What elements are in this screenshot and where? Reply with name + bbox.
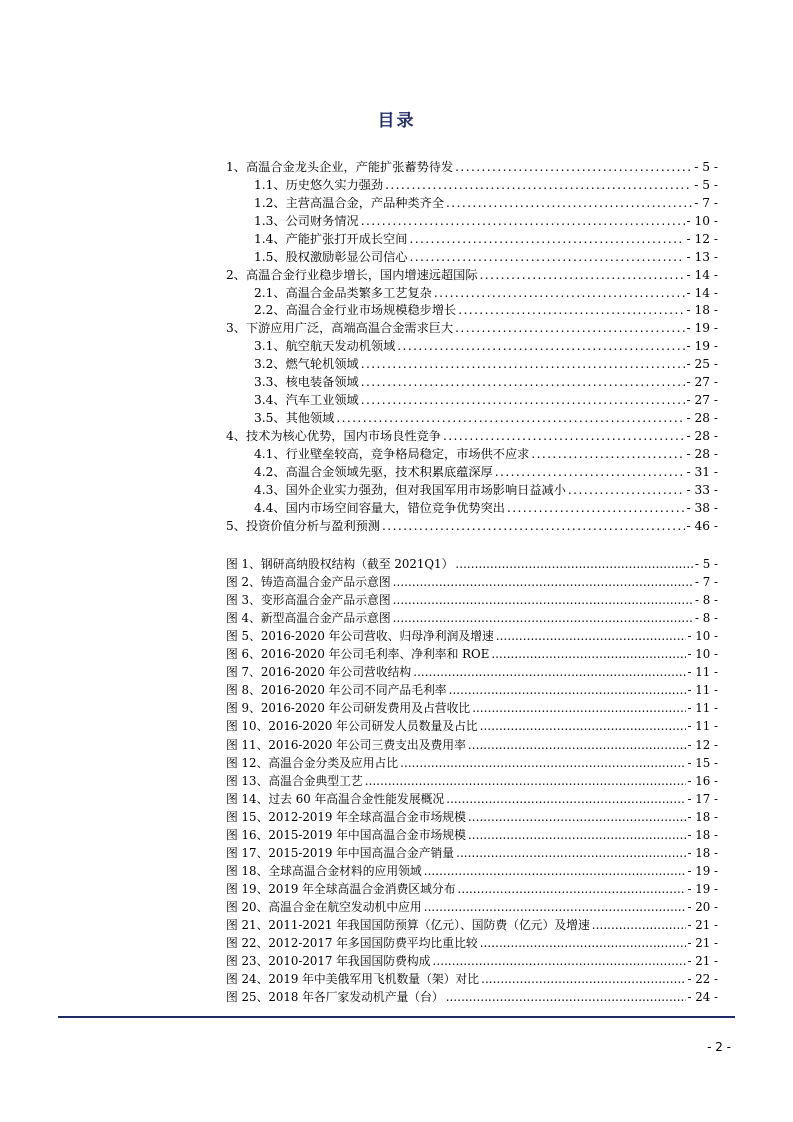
toc-entry-label: 1.3、公司财务情况 [254, 213, 359, 228]
toc-entry[interactable] [226, 176, 718, 194]
toc-entry-label: 3.4、汽车工业领域 [254, 393, 359, 408]
figure-entry-page: - 11 - [687, 701, 718, 716]
figure-entry-label: 图 8、2016-2020 年公司不同产品毛利率 [226, 683, 447, 698]
figure-entry[interactable] [226, 754, 718, 772]
toc-entry-page: - 5 - [694, 177, 718, 192]
footer-divider [58, 1016, 735, 1018]
page-title: 目录 [377, 111, 416, 131]
toc-entry[interactable] [226, 409, 718, 427]
toc-entry[interactable] [226, 212, 718, 230]
leader-dots [424, 899, 686, 916]
toc-entry[interactable] [226, 391, 718, 409]
figure-entry[interactable] [226, 609, 718, 627]
figure-entry[interactable] [226, 826, 718, 844]
toc-entry-label: 1.5、股权激励彰显公司信心 [254, 249, 408, 264]
figure-entry[interactable] [226, 591, 718, 609]
figure-entry-label: 图 17、2015-2019 年中国高温合金产销量 [226, 845, 455, 860]
figure-entry-page: - 21 - [687, 917, 718, 932]
leader-dots [480, 935, 686, 952]
page-number: - 2 - [707, 1040, 731, 1054]
figure-entry-page: - 21 - [687, 954, 718, 969]
leader-dots [468, 737, 686, 754]
figure-entry-label: 图 24、2019 年中美俄军用飞机数量（架）对比 [226, 972, 480, 987]
toc-entry-page: - 13 - [686, 249, 718, 264]
list-of-figures [226, 555, 718, 1006]
toc-entry[interactable] [226, 194, 718, 212]
figure-entry-label: 图 1、钢研高纳股权结构（截至 2021Q1） [226, 557, 454, 572]
toc-entry[interactable] [226, 230, 718, 248]
leader-dots [409, 231, 684, 248]
toc-entry-page: - 33 - [686, 482, 718, 497]
figure-entry-page: - 16 - [687, 773, 718, 788]
toc-entry-page: - 46 - [686, 518, 718, 533]
leader-dots [365, 773, 686, 790]
figure-entry[interactable] [226, 645, 718, 663]
toc-entry-label: 2.2、高温合金行业市场规模稳步增长 [254, 303, 457, 318]
figure-entry-label: 图 25、2018 年各厂家发动机产量（台） [226, 990, 444, 1005]
figure-entry[interactable] [226, 898, 718, 916]
figure-entry-page: - 15 - [687, 755, 718, 770]
toc-entry[interactable] [226, 302, 718, 320]
toc-entry-page: - 31 - [686, 464, 718, 479]
leader-dots [393, 610, 693, 627]
toc-entry-label: 3.5、其他领域 [254, 411, 335, 426]
leader-dots [361, 356, 685, 373]
toc-entry-label: 4、技术为核心优势，国内市场良性竞争 [226, 429, 441, 443]
leader-dots [409, 249, 684, 266]
figure-entry-page: - 5 - [695, 557, 718, 572]
toc-entry-page: - 25 - [686, 357, 718, 372]
toc-entry[interactable] [226, 355, 718, 373]
figure-entry-label: 图 7、2016-2020 年公司营收结构 [226, 665, 412, 680]
figure-entry-page: - 11 - [687, 719, 718, 734]
toc-entry[interactable] [226, 319, 718, 337]
figure-entry-label: 图 22、2012-2017 年多国国防费平均比重比较 [226, 936, 478, 951]
leader-dots [491, 646, 685, 663]
toc-entry-label: 5、投资价值分析与盈利预测 [226, 518, 381, 533]
leader-dots [472, 700, 685, 717]
leader-dots [336, 410, 684, 427]
figure-entry[interactable] [226, 862, 718, 880]
toc-entry-label: 2、高温合金行业稳步增长，国内增速远超国际 [226, 267, 478, 282]
toc-entry[interactable] [226, 373, 718, 391]
figure-entry[interactable] [226, 916, 718, 934]
toc-entry[interactable] [226, 463, 718, 481]
leader-dots [446, 195, 692, 212]
figure-entry-page: - 19 - [687, 863, 718, 878]
toc-entry-label: 3.2、燃气轮机领域 [254, 357, 359, 372]
toc-entry[interactable] [226, 445, 718, 463]
toc-entry-page: - 19 - [686, 339, 718, 354]
leader-dots [413, 664, 685, 681]
leader-dots [361, 213, 685, 230]
leader-dots [361, 392, 685, 409]
figure-entry-page: - 20 - [687, 899, 718, 914]
toc-entry-label: 4.2、高温合金领域先驱，技术积累底蕴深厚 [254, 464, 493, 479]
leader-dots [361, 374, 685, 391]
leader-dots [385, 177, 692, 194]
leader-dots [458, 881, 686, 898]
toc-entry-page: - 5 - [694, 159, 718, 174]
toc-entry[interactable] [226, 481, 718, 499]
toc-entry-page: - 14 - [686, 267, 718, 282]
leader-dots [455, 159, 692, 176]
toc-entry-label: 2.1、高温合金品类繁多工艺复杂 [254, 285, 432, 300]
figure-entry-label: 图 2、铸造高温合金产品示意图 [226, 575, 391, 590]
figure-entry-page: - 12 - [687, 737, 718, 752]
leader-dots [433, 953, 686, 970]
figure-entry-page: - 22 - [687, 972, 718, 987]
figure-entry-label: 图 20、高温合金在航空发动机中应用 [226, 899, 422, 914]
toc-entry-page: - 28 - [686, 446, 718, 461]
figure-entry[interactable] [226, 772, 718, 790]
figure-entry-label: 图 10、2016-2020 年公司研发人员数量及占比 [226, 719, 478, 734]
leader-dots [443, 428, 685, 445]
figure-entry[interactable] [226, 699, 718, 717]
leader-dots [446, 791, 685, 808]
leader-dots [468, 809, 686, 826]
toc-entry-page: - 27 - [686, 375, 718, 390]
leader-dots [481, 971, 685, 988]
figure-entry[interactable] [226, 627, 718, 645]
figure-entry-label: 图 3、变形高温合金产品示意图 [226, 593, 391, 608]
figure-entry[interactable] [226, 790, 718, 808]
figure-entry-label: 图 9、2016-2020 年公司研发费用及占营收比 [226, 701, 471, 716]
toc-entry-page: - 12 - [686, 231, 718, 246]
toc-entry-page: - 10 - [686, 213, 718, 228]
leader-dots [393, 592, 693, 609]
toc-entry[interactable] [226, 266, 718, 284]
toc-entry-page: - 18 - [686, 303, 718, 318]
leader-dots [400, 755, 685, 772]
figure-entry[interactable] [226, 555, 718, 573]
toc-entry[interactable] [226, 337, 718, 355]
figure-entry-label: 图 23、2010-2017 年我国国防费构成 [226, 954, 431, 969]
figure-entry-page: - 17 - [687, 791, 718, 806]
leader-dots [382, 518, 684, 535]
leader-dots [592, 917, 686, 934]
toc-entry-label: 1、高温合金龙头企业，产能扩张蓄势待发 [226, 159, 454, 174]
figure-entry[interactable] [226, 880, 718, 898]
figure-entry-page: - 18 - [687, 827, 718, 842]
leader-dots [434, 285, 685, 302]
figure-entry-page: - 18 - [687, 845, 718, 860]
leader-dots [480, 267, 685, 284]
figure-entry-label: 图 4、新型高温合金产品示意图 [226, 611, 391, 626]
toc-entry-label: 1.4、产能扩张打开成长空间 [254, 231, 408, 246]
figure-entry[interactable] [226, 844, 718, 862]
figure-entry-label: 图 15、2012-2019 年全球高温合金市场规模 [226, 809, 466, 824]
leader-dots [424, 863, 686, 880]
figure-entry-label: 图 18、全球高温合金材料的应用领域 [226, 863, 422, 878]
figure-entry-label: 图 19、2019 年全球高温合金消费区域分布 [226, 881, 456, 896]
figure-entry-page: - 19 - [687, 881, 718, 896]
figure-entry-page: - 10 - [687, 629, 718, 644]
figure-entry-page: - 21 - [687, 936, 718, 951]
toc-entry[interactable] [226, 517, 718, 535]
leader-dots [480, 718, 686, 735]
figure-entry-page: - 8 - [695, 593, 718, 608]
figure-entry[interactable] [226, 934, 718, 952]
leader-dots [455, 320, 684, 337]
leader-dots [456, 845, 685, 862]
figure-entry-page: - 11 - [687, 683, 718, 698]
figure-entry-page: - 7 - [695, 575, 718, 590]
toc-entry-page: - 14 - [686, 285, 718, 300]
toc-entry-label: 3、下游应用广泛，高端高温合金需求巨大 [226, 321, 454, 336]
figure-entry-label: 图 13、高温合金典型工艺 [226, 773, 363, 788]
figure-entry[interactable] [226, 735, 718, 753]
leader-dots [458, 302, 684, 319]
figure-entry-label: 图 21、2011-2021 年我国国防预算（亿元）、国防费（亿元）及增速 [226, 917, 590, 932]
leader-dots [568, 482, 685, 499]
figure-entry-page: - 18 - [687, 809, 718, 824]
leader-dots [397, 338, 684, 355]
leader-dots [507, 500, 685, 517]
figure-entry-label: 图 14、过去 60 年高温合金性能发展概况 [226, 791, 445, 806]
toc-entry[interactable] [226, 284, 718, 302]
figure-entry-label: 图 11、2016-2020 年公司三费支出及费用率 [226, 737, 466, 752]
toc-entry-page: - 7 - [694, 195, 718, 210]
figure-entry-page: - 11 - [687, 665, 718, 680]
leader-dots [449, 682, 686, 699]
figure-entry-page: - 10 - [687, 647, 718, 662]
toc-entry-page: - 28 - [686, 429, 718, 443]
figure-entry-label: 图 5、2016-2020 年公司营收、归母净利润及增速 [226, 629, 494, 644]
leader-dots [468, 827, 686, 844]
leader-dots [393, 574, 693, 591]
toc-entry-label: 4.3、国外企业实力强劲，但对我国军用市场影响日益减小 [254, 482, 566, 497]
toc-entry-label: 3.3、核电装备领域 [254, 375, 359, 390]
toc-entry[interactable] [226, 248, 718, 266]
leader-dots [496, 628, 686, 645]
figure-entry[interactable] [226, 663, 718, 681]
figure-entry-label: 图 16、2015-2019 年中国高温合金市场规模 [226, 827, 466, 842]
figure-entry[interactable] [226, 988, 718, 1006]
toc-entry-label: 4.4、国内市场空间容量大，错位竞争优势突出 [254, 500, 505, 515]
figure-entry[interactable] [226, 717, 718, 735]
toc-entry-page: - 27 - [686, 393, 718, 408]
toc-entry-page: - 19 - [686, 321, 718, 336]
toc-entry[interactable] [226, 427, 718, 445]
figure-entry[interactable] [226, 970, 718, 988]
toc-entry[interactable] [226, 499, 718, 517]
toc-entry-page: - 28 - [686, 411, 718, 426]
figure-entry[interactable] [226, 952, 718, 970]
figure-entry-page: - 24 - [687, 990, 718, 1005]
toc-entry[interactable] [226, 158, 718, 176]
leader-dots [446, 989, 686, 1006]
toc-entry-label: 3.1、航空航天发动机领域 [254, 339, 396, 354]
leader-dots [531, 446, 684, 463]
figure-entry-page: - 8 - [695, 611, 718, 626]
toc-entry-label: 4.1、行业壁垒较高，竞争格局稳定，市场供不应求 [254, 446, 530, 461]
figure-entry-label: 图 12、高温合金分类及应用占比 [226, 755, 399, 770]
leader-dots [495, 464, 685, 481]
table-of-contents [226, 158, 718, 535]
toc-entry-label: 1.1、历史悠久实力强劲 [254, 177, 384, 192]
figure-entry-label: 图 6、2016-2020 年公司毛利率、净利率和 ROE [226, 647, 490, 662]
toc-entry-page: - 38 - [686, 500, 718, 515]
figure-entry[interactable] [226, 808, 718, 826]
toc-entry-label: 1.2、主营高温合金，产品种类齐全 [254, 195, 445, 210]
leader-dots [455, 556, 693, 573]
figure-entry[interactable] [226, 573, 718, 591]
figure-entry[interactable] [226, 681, 718, 699]
